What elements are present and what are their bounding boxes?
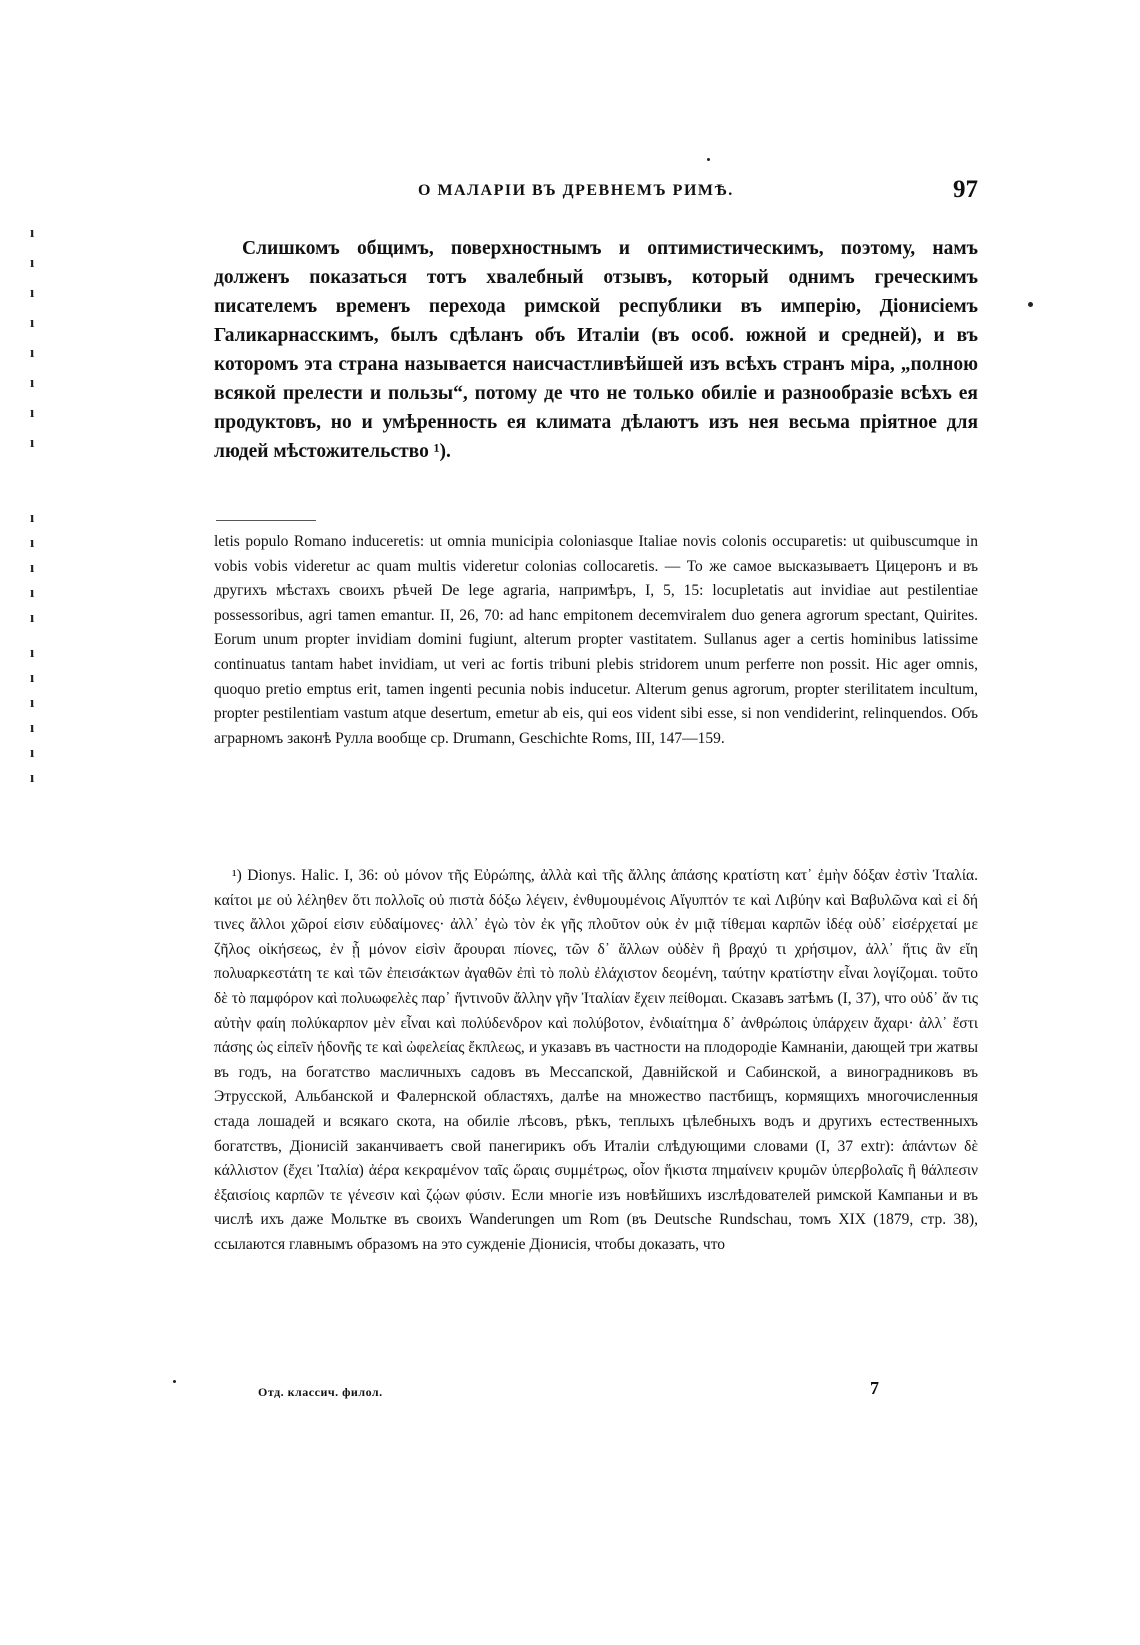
- margin-mark: ı: [30, 345, 35, 361]
- page-number: 97: [953, 176, 978, 203]
- margin-mark: ı: [30, 670, 35, 686]
- running-title: О МАЛАРІИ ВЪ ДРЕВНЕМЪ РИМѢ.: [418, 182, 734, 199]
- margin-mark: ı: [30, 695, 35, 711]
- margin-mark: ı: [30, 770, 35, 786]
- margin-mark: ı: [30, 535, 35, 551]
- margin-mark: ı: [30, 585, 35, 601]
- margin-mark: ı: [30, 375, 35, 391]
- footnote-separator: [216, 520, 316, 521]
- margin-mark: ı: [30, 720, 35, 736]
- margin-mark: ı: [30, 610, 35, 626]
- main-paragraph: Слишкомъ общимъ, поверхностнымъ и оптимистическимъ, поэтому, намъ долженъ показаться тотъ хвалебный отзывъ, который однимъ греческимъ писателемъ временъ перехода римской республики въ имперію, Діонисіемъ Галикарнасскимъ, былъ сдѣланъ объ Италіи (въ особ. южной и средней), и въ которомъ эта страна называется наисчастливѣйшей изъ всѣхъ странъ міра, „полною всякой прелести и пользы“, потому де что не только обиліе и разнообразіе всѣхъ ея продуктовъ, но и умѣренность ея климата дѣлаютъ изъ нея весьма пріятное для людей мѣстожительство ¹).: [214, 238, 978, 462]
- margin-mark: ı: [30, 510, 35, 526]
- margin-mark: ı: [30, 225, 35, 241]
- margin-mark: ı: [30, 435, 35, 451]
- margin-mark: ı: [30, 315, 35, 331]
- footnote-1: ¹) Dionys. Halic. I, 36: οὐ μόνον τῆς Εὐρώπης, ἀλλὰ καὶ τῆς ἄλλης ἁπάσης κρατίστη κατ᾽ ἐμὴν δόξαν ἐστὶν Ἰταλία. καίτοι με οὐ λέληθεν ὅτι πολλοῖς οὐ πιστὰ δόξω λέγειν, ἐνθυμουμένοις Αἴγυπτόν τε καὶ Λιβύην καὶ Βαβυλῶνα καὶ εἰ δή τινες ἄλλοι χῶροί εἰσιν εὐδαίμονες· ἀλλ᾽ ἐγὼ τὸν ἐκ γῆς πλοῦτον οὐκ ἐν μιᾷ τίθεμαι καρπῶν ἰδέᾳ οὐδ᾽ εἰσέρχεταί με ζῆλος οἰκήσεως, ἐν ᾗ μόνον εἰσὶν ἄρουραι πίονες, τῶν δ᾽ ἄλλων οὐδὲν ἢ βραχύ τι χρήσιμον, ἀλλ᾽ ἥτις ἂν εἴη πολυαρκεστάτη τε καὶ τῶν ἐπεισάκτων ἀγαθῶν ἐπὶ τὸ πολὺ ἐλάχιστον δεομένη, ταύτην κρατίστην εἶναι λογίζομαι. τοῦτο δὲ τὸ παμφόρον καὶ πολυωφελὲς παρ᾽ ἥντινοῦν ἄλλην γῆν Ἰταλίαν ἔχειν πείθομαι. Сказавъ затѣмъ (I, 37), что οὐδ᾽ ἄν τις αὐτὴν φαίη πολύκαρπον μὲν εἶναι καὶ πολύδενδρον καὶ πολύβοτον, ἐνδιαίτημα δ᾽ ἀνθρώποις ὑπάρχειν ἄχαρι· ἀλλ᾽ ἔστι πάσης ὡς εἰπεῖν ἡδονῆς τε καὶ ὠφελείας ἔκπλεως, и указавъ въ частности на плодородіе Камнаніи, дающей три жатвы въ годъ, на богатство масличныхъ садовъ въ Мессапской, Давнійской и Сабинской, а виноградниковъ въ Этрусской, Альбанской и Фалернской областяхъ, далѣе на множество пастбищъ, кормящихъ многочисленныя стада лошадей и всякаго скота, на обиліе лѣсовъ, рѣкъ, теплыхъ цѣлебныхъ водъ и другихъ естественныхъ богатствъ, Діонисій заканчиваетъ свой панегирикъ объ Италіи слѣдующими словами (I, 37 extr): ἁπάντων δὲ κάλλιστον (ἔχει Ἰταλία) ἀέρα κεκραμένον ταῖς ὥραις συμμέτρως, οἷον ἥκιστα πημαίνειν κρυμῶν ὑπερβολαῖς ἢ θάλπεσιν ἐξαισίοις καρπῶν τε γένεσιν καὶ ζῴων φύσιν. Если многіе изъ новѣйшихъ изслѣдователей римской Кампаньи и въ числѣ ихъ даже Мольтке въ своихъ Wanderungen um Rom (въ Deutsche Rundschau, томъ XIX (1879, стр. 38), ссылаются главнымъ образомъ на это сужденіе Діонисія, чтобы доказать, что: [214, 867, 978, 1253]
- margin-mark: ı: [30, 255, 35, 271]
- printer-signature: Отд. классич. филол.: [258, 1385, 383, 1399]
- margin-mark: ı: [30, 285, 35, 301]
- ink-speck: [173, 1380, 176, 1383]
- margin-mark: ı: [30, 560, 35, 576]
- page-header: [418, 176, 978, 212]
- margin-mark: ı: [30, 745, 35, 761]
- footnote-continued: letis populo Romano induceretis: ut omnia municipia coloniasque Italiae novis colonis occuparetis: ut quibuscumque in vobis vobis videretur ac quam multis videretur colonias collocaretis. — То же самое высказываетъ Цицеронъ и въ другихъ мѣстахъ своихъ рѣчей De lege agraria, напримѣръ, I, 5, 15: locupletatis aut invidiae aut pestilentiae possessoribus, agri tamen emantur. II, 26, 70: ad hanc empitonem decemviralem duo genera agrorum spectant, Quirites. Eorum unum propter invidiam domini fugiunt, alterum propter vastitatem. Sullanus ager a certis hominibus latissime continuatus tantam habet invidiam, ut veri ac fortis tribuni plebis stridorem unum perferre non possit. Hic ager omnis, quoquo pretio emptus erit, tamen ingenti pecunia nobis inducetur. Alterum genus agrorum, propter sterilitatem incultum, propter pestilentiam vastum atque desertum, emetur ab eis, qui eos vident sibi esse, si non vendiderint, relinquendos. Объ аграрномъ законѣ Рулла вообще ср. Drumann, Geschichte Roms, III, 147—159.: [214, 533, 978, 747]
- ink-speck: [707, 158, 710, 161]
- margin-mark: ı: [30, 645, 35, 661]
- sheet-number: 7: [870, 1378, 879, 1398]
- margin-mark: ı: [30, 405, 35, 421]
- ink-speck: [1028, 302, 1033, 307]
